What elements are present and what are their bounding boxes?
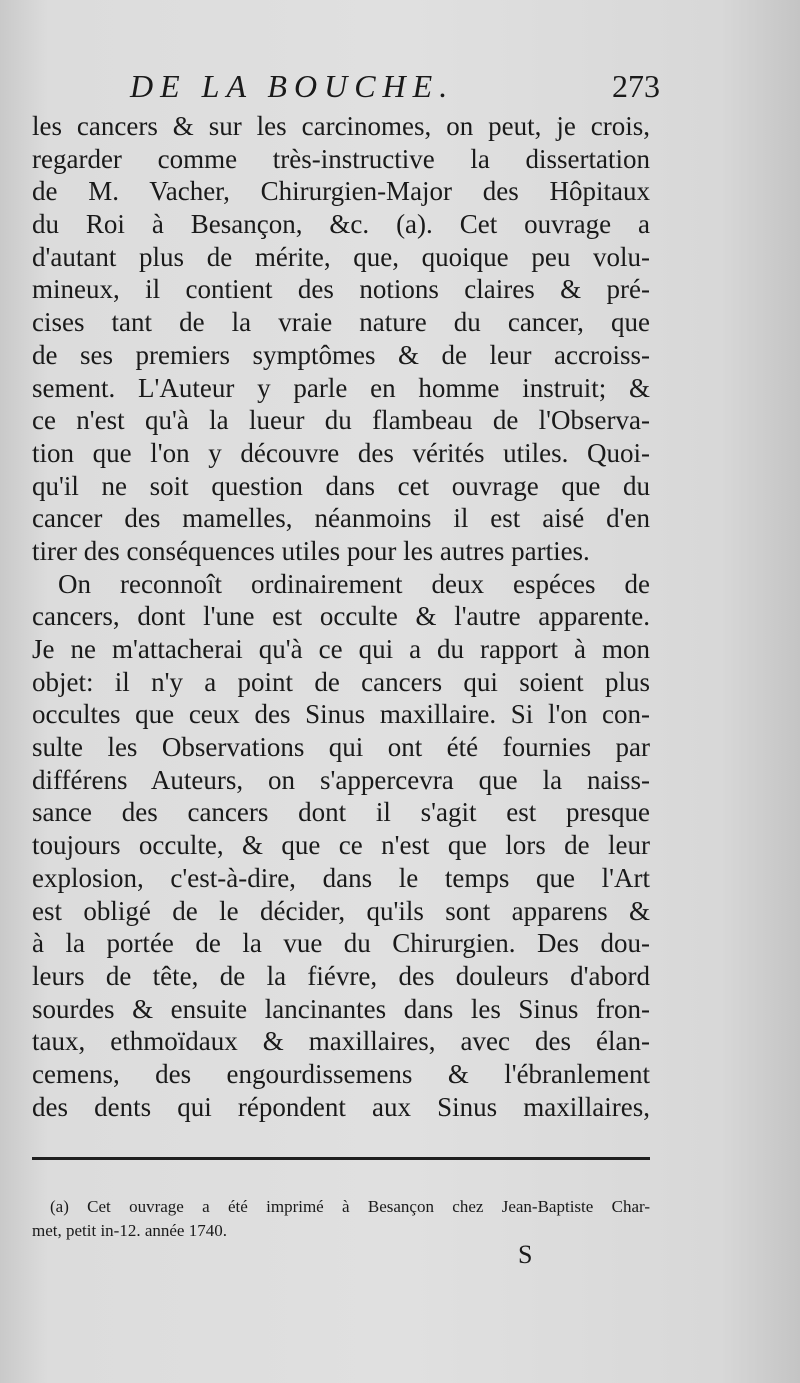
text-line: leurs de tête, de la fiévre, des douleurs d'abord bbox=[32, 960, 650, 991]
page-header bbox=[30, 66, 660, 110]
text-line: taux, ethmoïdaux & maxillaires, avec des élan- bbox=[32, 1026, 650, 1057]
text-line: toujours occulte, & que ce n'est que lors de leur bbox=[32, 830, 650, 861]
text-line: On reconnoît ordinairement deux espéces de bbox=[58, 568, 650, 599]
footnote-rule bbox=[32, 1157, 650, 1160]
text-line: sourdes & ensuite lancinantes dans les Sinus fron- bbox=[32, 993, 650, 1024]
text-line: des dents qui répondent aux Sinus maxillaires, bbox=[32, 1091, 650, 1122]
footnote-line: met, petit in-12. année 1740. bbox=[32, 1221, 227, 1240]
text-line: ce n'est qu'à la lueur du flambeau de l'Observa- bbox=[32, 405, 650, 436]
text-line: à la portée de la vue du Chirurgien. Des dou- bbox=[32, 928, 650, 959]
text-line: du Roi à Besançon, &c. (a). Cet ouvrage a bbox=[32, 209, 650, 240]
text-line: cemens, des engourdissemens & l'ébranlement bbox=[32, 1058, 650, 1089]
text-line: de M. Vacher, Chirurgien-Major des Hôpitaux bbox=[32, 176, 650, 207]
running-head: DE LA BOUCHE. bbox=[130, 68, 455, 104]
text-line: explosion, c'est-à-dire, dans le temps que l'Art bbox=[32, 862, 650, 893]
text-line: occultes que ceux des Sinus maxillaire. Si l'on con- bbox=[32, 699, 650, 730]
text-line: Je ne m'attacherai qu'à ce qui a du rapport à mon bbox=[32, 634, 650, 664]
text-line: cancer des mamelles, néanmoins il est aisé d'en bbox=[32, 503, 650, 534]
body-text bbox=[32, 110, 650, 1123]
text-line: qu'il ne soit question dans cet ouvrage que du bbox=[32, 470, 650, 501]
text-line: sulte les Observations qui ont été fournies par bbox=[32, 732, 650, 763]
text-line: les cancers & sur les carcinomes, on peut, je crois, bbox=[32, 111, 650, 141]
text-line: tirer des conséquences utiles pour les autres parties. bbox=[32, 535, 590, 566]
signature-mark: S bbox=[518, 1240, 533, 1269]
text-line: sance des cancers dont il s'agit est presque bbox=[32, 797, 650, 828]
footnote bbox=[32, 1195, 650, 1243]
text-line: objet: il n'y a point de cancers qui soient plus bbox=[32, 666, 650, 697]
text-line: regarder comme très-instructive la dissertation bbox=[32, 143, 650, 174]
page-number: 273 bbox=[612, 68, 660, 104]
text-line: sement. L'Auteur y parle en homme instruit; & bbox=[32, 372, 650, 403]
text-line: tion que l'on y découvre des vérités utiles. Quoi- bbox=[32, 437, 650, 468]
text-line: de ses premiers symptômes & de leur accroiss- bbox=[32, 339, 650, 370]
text-line: mineux, il contient des notions claires & pré- bbox=[32, 274, 650, 305]
text-line: différens Auteurs, on s'appercevra que la naiss- bbox=[32, 764, 650, 795]
text-line: est obligé de le décider, qu'ils sont apparens & bbox=[32, 895, 650, 926]
text-line: cancers, dont l'une est occulte & l'autre apparente. bbox=[32, 601, 650, 632]
text-line: d'autant plus de mérite, que, quoique peu volu- bbox=[32, 241, 650, 272]
text-line: cises tant de la vraie nature du cancer, que bbox=[32, 307, 650, 338]
footnote-line: (a) Cet ouvrage a été imprimé à Besançon chez Jean-Baptiste Char- bbox=[50, 1197, 650, 1216]
